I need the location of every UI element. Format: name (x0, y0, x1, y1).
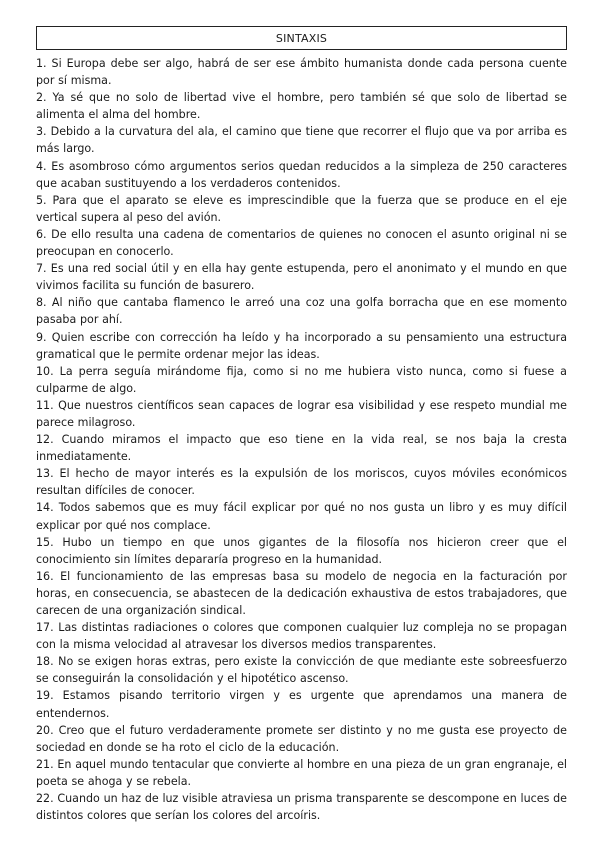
sentence-18: 18. No se exigen horas extras, pero existe la convicción de que mediante este sobreesfuerzo se conseguirán la consolidación y el hipotético ascenso. (36, 655, 567, 686)
sentence-17: 17. Las distintas radiaciones o colores que componen cualquier luz compleja no se propagan con la misma velocidad al atravesar los diversos medios transparentes. (36, 621, 567, 652)
sentence-13: 13. El hecho de mayor interés es la expulsión de los moriscos, cuyos móviles económicos resultan difíciles de conocer. (36, 467, 567, 498)
sentence-22: 22. Cuando un haz de luz visible atraviesa un prisma transparente se descompone en luces de distintos colores que serían los colores del arcoíris. (36, 792, 567, 823)
sentence-list (36, 55, 567, 824)
sentence-7: 7. Es una red social útil y en ella hay gente estupenda, pero el anonimato y el mundo en que vivimos facilita su función de basurero. (36, 262, 567, 293)
sentence-15: 15. Hubo un tiempo en que unos gigantes de la filosofía nos hicieron creer que el conocimiento sin límites depararía progreso en la humanidad. (36, 535, 567, 566)
sentence-6: 6. De ello resulta una cadena de comentarios de quienes no conocen el asunto original ni se preocupan en conocerlo. (36, 227, 567, 259)
page-title: SINTAXIS (275, 31, 328, 45)
worksheet-page (36, 26, 567, 824)
sentence-12: 12. Cuando miramos el impacto que eso tiene en la vida real, se nos baja la cresta inmediatamente. (36, 433, 567, 464)
sentence-4: 4. Es asombroso cómo argumentos serios quedan reducidos a la simpleza de 250 caracteres que acaban sustituyendo a los verdaderos contenidos. (36, 159, 567, 190)
sentence-1: 1. Si Europa debe ser algo, habrá de ser ese ámbito humanista donde cada persona cuente por sí misma. (36, 57, 567, 88)
sentence-3: 3. Debido a la curvatura del ala, el camino que tiene que recorrer el flujo que va por arriba es más largo. (36, 125, 567, 156)
sentence-8: 8. Al niño que cantaba flamenco le arreó una coz una golfa borracha que en ese momento pasaba por ahí. (36, 296, 567, 327)
sentence-5: 5. Para que el aparato se eleve es imprescindible que la fuerza que se produce en el eje vertical supera al peso del avión. (36, 193, 567, 224)
sentence-9: 9. Quien escribe con corrección ha leído y ha incorporado a su pensamiento una estructura gramatical que le permite ordenar mejor las ideas. (36, 330, 567, 361)
sentence-2: 2. Ya sé que no solo de libertad vive el hombre, pero también sé que solo de libertad se alimenta el alma del hombre. (36, 91, 567, 122)
sentence-21: 21. En aquel mundo tentacular que convierte al hombre en una pieza de un gran engranaje, el poeta se ahoga y se rebela. (36, 757, 567, 788)
sentence-16: 16. El funcionamiento de las empresas basa su modelo de negocia en la facturación por horas, en consecuencia, se abastecen de la dedicación exhaustiva de estos trabajadores, que carecen de una organización sindical. (36, 569, 567, 617)
title-box (36, 26, 567, 50)
sentence-19: 19. Estamos pisando territorio virgen y es urgente que aprendamos una manera de entendernos. (36, 689, 567, 720)
sentence-11: 11. Que nuestros científicos sean capaces de lograr esa visibilidad y ese respeto mundial me parece milagroso. (36, 398, 567, 429)
sentence-20: 20. Creo que el futuro verdaderamente promete ser distinto y no me gusta ese proyecto de sociedad en donde se ha roto el ciclo de la educación. (36, 723, 567, 754)
sentence-14: 14. Todos sabemos que es muy fácil explicar por qué no nos gusta un libro y es muy difícil explicar por qué nos complace. (36, 501, 567, 532)
sentence-10: 10. La perra seguía mirándome fija, como si no me hubiera visto nunca, como si fuese a culparme de algo. (36, 364, 567, 395)
